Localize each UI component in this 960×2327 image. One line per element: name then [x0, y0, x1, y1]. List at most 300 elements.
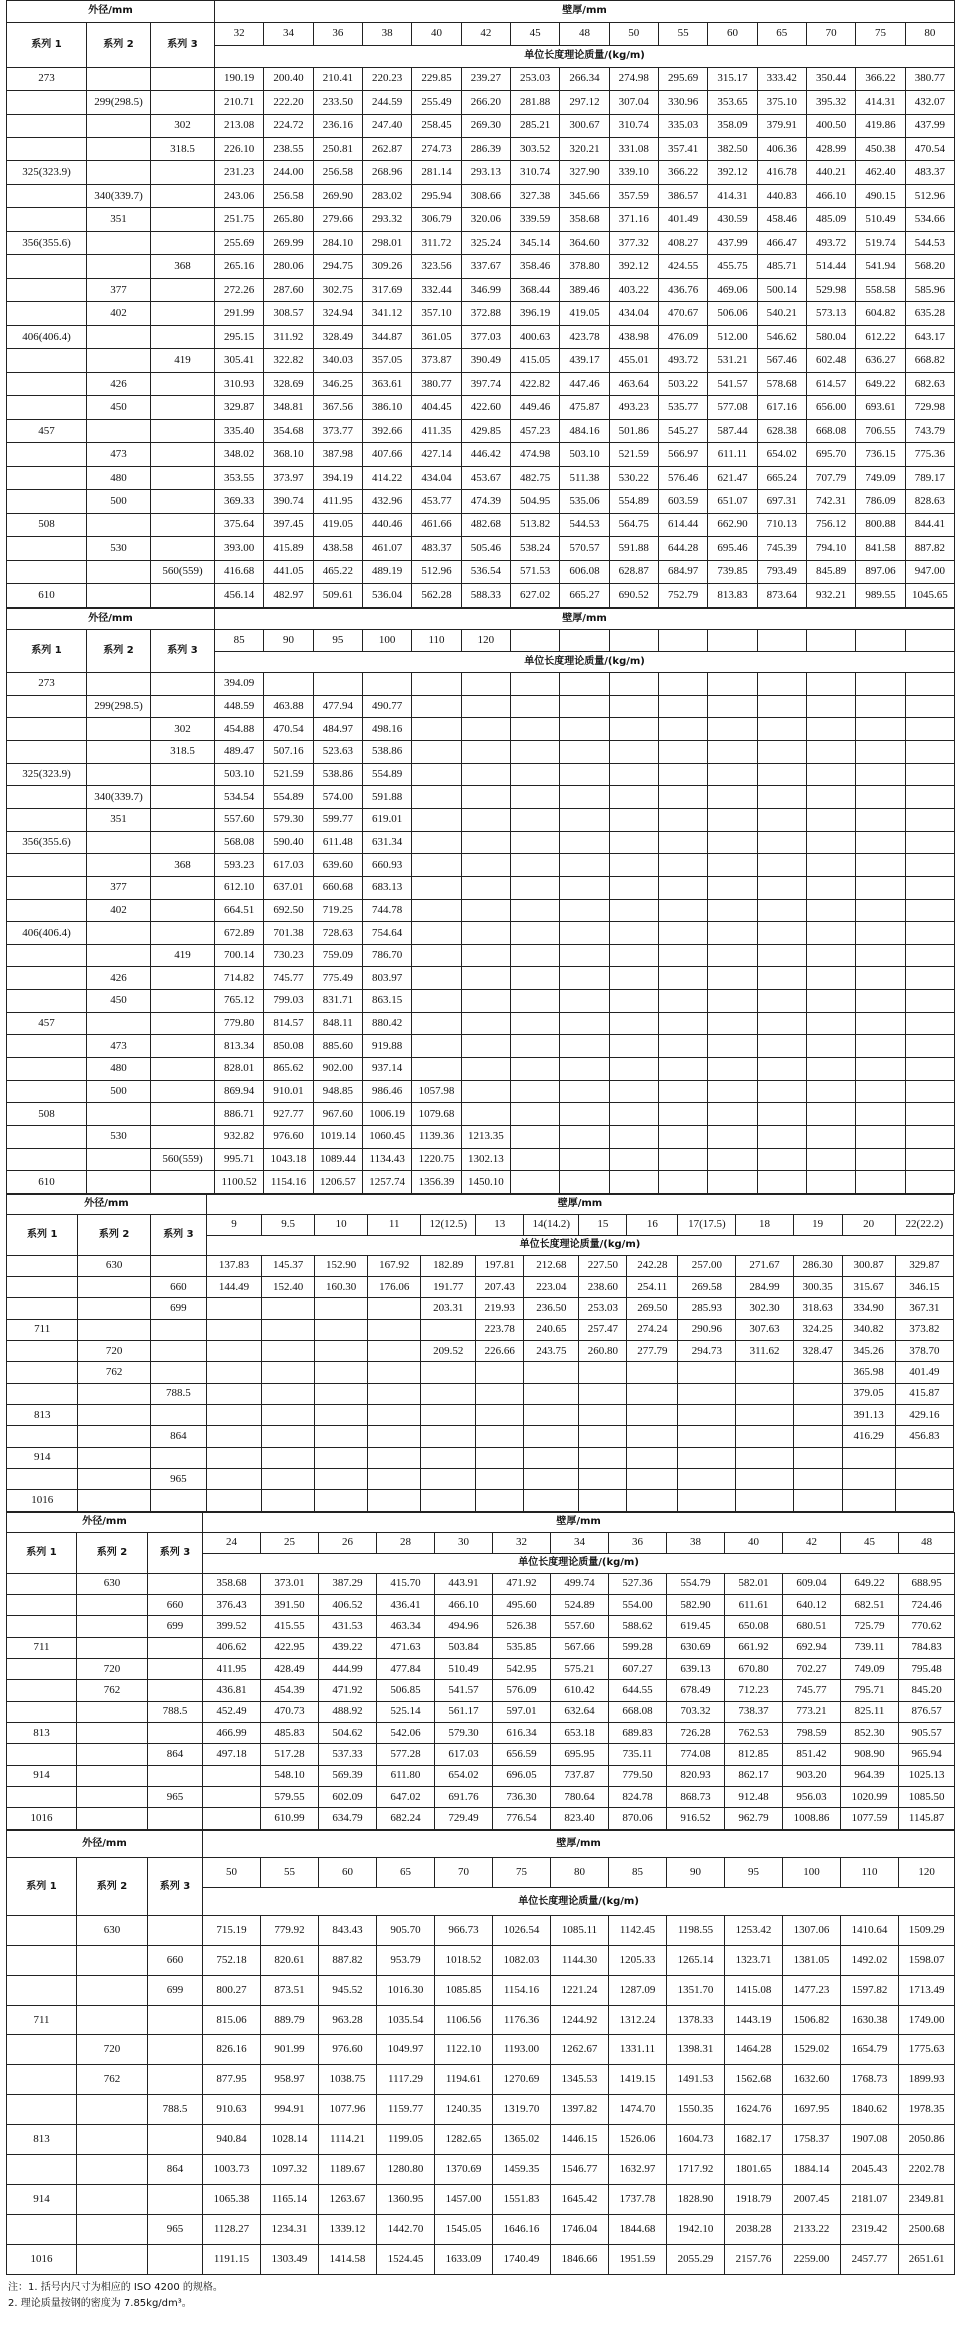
series-2-cell [77, 1945, 148, 1975]
mass-value-cell [627, 1405, 678, 1426]
series-3-cell [151, 325, 215, 348]
mass-value-cell: 401.49 [895, 1362, 953, 1383]
series-2-cell: 720 [78, 1340, 150, 1361]
mass-value-cell: 268.96 [363, 161, 412, 184]
mass-value-cell: 350.44 [806, 67, 855, 90]
mass-value-cell [658, 1058, 707, 1081]
mass-value-cell: 281.14 [412, 161, 461, 184]
mass-value-cell [757, 741, 806, 764]
mass-value-cell: 327.38 [510, 184, 559, 207]
wall-thickness-value: 70 [806, 22, 855, 45]
mass-value-cell [262, 1426, 315, 1447]
mass-value-cell: 1398.31 [667, 2035, 725, 2065]
mass-value-cell: 373.01 [261, 1573, 319, 1594]
mass-value-cell: 213.08 [215, 114, 264, 137]
mass-value-cell: 813.83 [708, 584, 757, 608]
unit-header: 单位长度理论质量/(kg/m) [206, 1235, 953, 1255]
mass-value-cell: 415.70 [377, 1573, 435, 1594]
series-2-cell: 473 [87, 443, 151, 466]
mass-value-cell [510, 786, 559, 809]
series-1-cell: 406(406.4) [7, 325, 87, 348]
series-2-cell [87, 325, 151, 348]
mass-value-cell [203, 1765, 261, 1786]
mass-value-cell: 260.80 [579, 1340, 627, 1361]
mass-value-cell: 334.90 [842, 1298, 895, 1319]
mass-value-cell [708, 1171, 757, 1194]
table-row [7, 763, 955, 786]
mass-value-cell [609, 1171, 658, 1194]
mass-value-cell: 238.60 [579, 1276, 627, 1297]
table-row [7, 1701, 955, 1722]
mass-value-cell: 463.88 [264, 695, 313, 718]
mass-value-cell: 302.30 [736, 1298, 793, 1319]
series-2-cell [87, 255, 151, 278]
mass-value-cell: 471.92 [493, 1573, 551, 1594]
series-2-cell [87, 584, 151, 608]
table-row [7, 1103, 955, 1126]
mass-value-cell: 1562.68 [725, 2065, 783, 2095]
mass-value-cell: 432.07 [905, 91, 954, 114]
mass-value-cell: 286.30 [793, 1255, 842, 1276]
mass-value-cell: 287.60 [264, 278, 313, 301]
series-2-cell: 473 [87, 1035, 151, 1058]
mass-value-cell: 357.10 [412, 302, 461, 325]
mass-value-cell: 1244.92 [551, 2005, 609, 2035]
mass-value-cell: 752.18 [203, 1945, 261, 1975]
mass-value-cell: 443.91 [435, 1573, 493, 1594]
wall-thickness-value: 42 [461, 22, 510, 45]
mass-value-cell [315, 1447, 368, 1468]
mass-value-cell: 690.52 [609, 584, 658, 608]
mass-value-cell: 567.66 [551, 1637, 609, 1658]
mass-value-cell: 1189.67 [319, 2155, 377, 2185]
wall-thickness-value: 13 [476, 1214, 524, 1235]
mass-value-cell: 524.89 [551, 1594, 609, 1615]
series-1-cell [7, 443, 87, 466]
mass-value-cell [560, 786, 609, 809]
mass-value-cell: 269.58 [678, 1276, 736, 1297]
table-row [7, 138, 955, 161]
table-row [7, 1658, 955, 1679]
series-1-cell [7, 537, 87, 560]
mass-value-cell: 703.32 [667, 1701, 725, 1722]
series-2-cell: 720 [77, 1658, 148, 1679]
header-row [7, 1, 955, 23]
wall-thickness-value: 55 [261, 1858, 319, 1888]
mass-value-cell [658, 786, 707, 809]
mass-value-cell: 684.97 [658, 560, 707, 583]
mass-value-cell: 300.87 [842, 1255, 895, 1276]
mass-value-cell: 224.72 [264, 114, 313, 137]
mass-value-cell: 885.60 [313, 1035, 362, 1058]
series-2-cell: 402 [87, 302, 151, 325]
mass-value-cell: 375.64 [215, 513, 264, 536]
mass-value-cell: 144.49 [206, 1276, 261, 1297]
mass-value-cell: 506.85 [377, 1680, 435, 1701]
mass-value-cell [262, 1362, 315, 1383]
mass-value-cell: 889.79 [261, 2005, 319, 2035]
mass-value-cell: 693.61 [856, 396, 905, 419]
mass-value-cell: 512.96 [905, 184, 954, 207]
mass-value-cell: 611.80 [377, 1765, 435, 1786]
mass-value-cell: 825.11 [841, 1701, 899, 1722]
mass-value-cell: 644.28 [658, 537, 707, 560]
table-row [7, 1255, 954, 1276]
mass-value-cell: 197.81 [476, 1255, 524, 1276]
mass-value-cell: 656.59 [493, 1744, 551, 1765]
mass-value-cell [510, 741, 559, 764]
mass-value-cell: 373.82 [895, 1319, 953, 1340]
series-2-cell [87, 114, 151, 137]
mass-value-cell: 453.67 [461, 466, 510, 489]
mass-value-cell: 568.08 [215, 831, 264, 854]
mass-value-cell: 396.19 [510, 302, 559, 325]
series-2-cell [77, 1787, 148, 1808]
mass-value-cell: 1526.06 [609, 2125, 667, 2155]
mass-value-cell: 611.48 [313, 831, 362, 854]
note-1: 注：1. 括号内尺寸为相应的 ISO 4200 的规格。 [8, 2282, 223, 2293]
mass-value-cell: 256.58 [264, 184, 313, 207]
series-3-cell: 419 [151, 944, 215, 967]
series-3-header: 系列 3 [148, 1858, 203, 1915]
wall-thickness-value: 34 [551, 1532, 609, 1553]
mass-value-cell: 243.06 [215, 184, 264, 207]
mass-value-cell: 505.46 [461, 537, 510, 560]
mass-value-cell [708, 1148, 757, 1171]
mass-value-cell: 701.38 [264, 922, 313, 945]
mass-value-cell [368, 1469, 421, 1490]
series-3-cell: 302 [151, 718, 215, 741]
series-2-cell: 500 [87, 1080, 151, 1103]
mass-value-cell: 695.70 [806, 443, 855, 466]
mass-value-cell: 465.22 [313, 560, 362, 583]
series-2-cell [87, 1012, 151, 1035]
mass-value-cell: 1491.53 [667, 2065, 725, 2095]
mass-value-cell: 1697.95 [783, 2095, 841, 2125]
series-1-cell: 325(323.9) [7, 763, 87, 786]
mass-value-cell: 294.73 [678, 1340, 736, 1361]
mass-value-cell: 160.30 [315, 1276, 368, 1297]
mass-value-cell: 497.18 [203, 1744, 261, 1765]
mass-value-cell: 870.06 [609, 1808, 667, 1830]
mass-value-cell: 729.98 [905, 396, 954, 419]
mass-value-cell: 416.68 [215, 560, 264, 583]
mass-value-cell [905, 1012, 954, 1035]
unit-header: 单位长度理论质量/(kg/m) [215, 46, 955, 68]
mass-value-cell: 1846.66 [551, 2244, 609, 2274]
mass-value-cell: 712.23 [725, 1680, 783, 1701]
series-1-cell [7, 1080, 87, 1103]
mass-value-cell: 295.94 [412, 184, 461, 207]
table-row [7, 1148, 955, 1171]
mass-value-cell [206, 1362, 261, 1383]
wall-thickness-value: 14(14.2) [524, 1214, 579, 1235]
mass-value-cell [793, 1447, 842, 1468]
mass-value-cell [757, 854, 806, 877]
mass-value-cell: 695.46 [708, 537, 757, 560]
mass-value-cell [609, 1148, 658, 1171]
mass-value-cell: 569.39 [319, 1765, 377, 1786]
mass-value-cell: 269.99 [264, 231, 313, 254]
mass-value-cell [806, 808, 855, 831]
mass-value-cell [363, 673, 412, 696]
mass-value-cell: 414.31 [708, 184, 757, 207]
mass-value-cell: 2202.78 [899, 2155, 955, 2185]
mass-value-cell: 300.67 [560, 114, 609, 137]
mass-value-cell: 466.10 [806, 184, 855, 207]
series-1-cell: 610 [7, 1171, 87, 1194]
mass-value-cell [421, 1362, 476, 1383]
mass-value-cell: 1097.32 [261, 2155, 319, 2185]
mass-value-cell: 908.90 [841, 1744, 899, 1765]
mass-value-cell: 932.21 [806, 584, 855, 608]
mass-value-cell: 302.75 [313, 278, 362, 301]
mass-value-cell: 378.80 [560, 255, 609, 278]
mass-value-cell [412, 786, 461, 809]
mass-value-cell: 513.82 [510, 513, 559, 536]
mass-value-cell [315, 1426, 368, 1447]
mass-value-cell: 474.39 [461, 490, 510, 513]
mass-value-cell [757, 1035, 806, 1058]
mass-value-cell: 358.68 [203, 1573, 261, 1594]
unit-header: 单位长度理论质量/(kg/m) [215, 652, 955, 673]
mass-value-cell: 345.14 [510, 231, 559, 254]
mass-value-cell [315, 1469, 368, 1490]
wall-thickness-value: 40 [412, 22, 461, 45]
mass-value-cell [560, 1035, 609, 1058]
mass-value-cell: 367.56 [313, 396, 362, 419]
mass-value-cell: 474.98 [510, 443, 559, 466]
mass-value-cell [905, 763, 954, 786]
series-3-header: 系列 3 [151, 22, 215, 67]
table-row [7, 2185, 955, 2215]
table-row [7, 1035, 955, 1058]
wall-thickness-value: 75 [493, 1858, 551, 1888]
mass-value-cell [461, 1080, 510, 1103]
mass-value-cell: 634.79 [319, 1808, 377, 1830]
mass-value-cell: 534.54 [215, 786, 264, 809]
mass-value-cell: 489.19 [363, 560, 412, 583]
mass-value-cell [560, 808, 609, 831]
mass-value-cell: 2050.86 [899, 2125, 955, 2155]
mass-value-cell [793, 1362, 842, 1383]
mass-value-cell [658, 967, 707, 990]
mass-value-cell: 428.49 [261, 1658, 319, 1679]
mass-value-cell: 375.10 [757, 91, 806, 114]
mass-value-cell: 324.94 [313, 302, 362, 325]
mass-value-cell: 372.88 [461, 302, 510, 325]
mass-value-cell: 770.62 [899, 1616, 955, 1637]
mass-value-cell: 546.62 [757, 325, 806, 348]
mass-value-cell: 774.08 [667, 1744, 725, 1765]
mass-value-cell: 995.71 [215, 1148, 264, 1171]
mass-value-cell: 427.14 [412, 443, 461, 466]
mass-value-cell: 280.06 [264, 255, 313, 278]
mass-value-cell: 602.48 [806, 349, 855, 372]
mass-value-cell [524, 1362, 579, 1383]
table-row [7, 1125, 955, 1148]
mass-value-cell: 436.81 [203, 1680, 261, 1701]
mass-value-cell: 394.19 [313, 466, 362, 489]
mass-value-cell: 579.55 [261, 1787, 319, 1808]
wall-thickness-value: 9.5 [262, 1214, 315, 1235]
mass-value-cell: 794.10 [806, 537, 855, 560]
mass-value-cell: 346.99 [461, 278, 510, 301]
wall-thickness-value: 60 [708, 22, 757, 45]
mass-value-cell: 643.17 [905, 325, 954, 348]
series-1-cell [7, 1787, 77, 1808]
mass-value-cell [806, 1148, 855, 1171]
series-3-cell [151, 91, 215, 114]
series-1-cell [7, 1148, 87, 1171]
mass-value-cell: 862.17 [725, 1765, 783, 1786]
mass-value-cell [806, 1171, 855, 1194]
mass-value-cell [736, 1383, 793, 1404]
mass-value-cell: 325.24 [461, 231, 510, 254]
mass-value-cell: 484.97 [313, 718, 362, 741]
mass-value-cell: 1443.19 [725, 2005, 783, 2035]
table-row [7, 1945, 955, 1975]
mass-value-cell: 1194.61 [435, 2065, 493, 2095]
mass-value-cell: 1213.35 [461, 1125, 510, 1148]
series-2-cell [77, 1808, 148, 1830]
mass-value-cell: 688.95 [899, 1573, 955, 1594]
mass-value-cell: 725.79 [841, 1616, 899, 1637]
mass-value-cell: 339.10 [609, 161, 658, 184]
mass-value-cell: 1450.10 [461, 1171, 510, 1194]
mass-value-cell: 630.69 [667, 1637, 725, 1658]
series-1-cell [7, 1945, 77, 1975]
wall-thickness-header: 壁厚/mm [206, 1195, 953, 1215]
series-2-cell: 377 [87, 278, 151, 301]
mass-value-cell [461, 922, 510, 945]
mass-value-cell: 512.96 [412, 560, 461, 583]
table-row [7, 2005, 955, 2035]
mass-value-cell [856, 741, 905, 764]
wall-thickness-value: 48 [560, 22, 609, 45]
mass-value-cell: 498.16 [363, 718, 412, 741]
table-row [7, 2095, 955, 2125]
mass-value-cell [609, 876, 658, 899]
mass-value-cell: 395.32 [806, 91, 855, 114]
mass-value-cell [806, 673, 855, 696]
mass-value-cell: 784.83 [899, 1637, 955, 1658]
mass-value-cell: 1356.39 [412, 1171, 461, 1194]
wall-thickness-value: 110 [841, 1858, 899, 1888]
series-2-cell [87, 138, 151, 161]
table-row [7, 114, 955, 137]
mass-value-cell: 300.35 [793, 1276, 842, 1297]
mass-value-cell: 297.12 [560, 91, 609, 114]
mass-value-cell: 813.34 [215, 1035, 264, 1058]
series-2-cell [87, 831, 151, 854]
mass-value-cell: 353.65 [708, 91, 757, 114]
wall-thickness-value: 95 [313, 629, 362, 652]
mass-value-cell: 454.39 [261, 1680, 319, 1701]
mass-value-cell: 2457.77 [841, 2244, 899, 2274]
notes [8, 2280, 948, 2312]
mass-value-cell: 1597.82 [841, 1975, 899, 2005]
mass-value-cell: 1159.77 [377, 2095, 435, 2125]
mass-value-cell: 438.58 [313, 537, 362, 560]
series-1-cell [7, 91, 87, 114]
wall-thickness-value [708, 629, 757, 652]
mass-value-cell: 291.99 [215, 302, 264, 325]
wall-thickness-value: 55 [658, 22, 707, 45]
mass-value-cell: 905.57 [899, 1723, 955, 1744]
mass-value-cell: 341.12 [363, 302, 412, 325]
mass-value-cell: 2055.29 [667, 2244, 725, 2274]
mass-value-cell: 554.79 [667, 1573, 725, 1594]
wall-thickness-value [905, 629, 954, 652]
mass-value-cell: 535.06 [560, 490, 609, 513]
mass-value-cell [658, 718, 707, 741]
mass-value-cell [708, 695, 757, 718]
mass-value-cell: 344.87 [363, 325, 412, 348]
series-3-cell [148, 1573, 203, 1594]
mass-value-cell: 222.20 [264, 91, 313, 114]
mass-value-cell: 1106.56 [435, 2005, 493, 2035]
mass-value-cell: 1085.11 [551, 1915, 609, 1945]
mass-value-cell: 391.13 [842, 1405, 895, 1426]
mass-value-cell: 167.92 [368, 1255, 421, 1276]
mass-value-cell: 243.75 [524, 1340, 579, 1361]
mass-value-cell: 729.49 [435, 1808, 493, 1830]
mass-value-cell: 317.69 [363, 278, 412, 301]
mass-value-cell: 1713.49 [899, 1975, 955, 2005]
mass-value-cell: 692.50 [264, 899, 313, 922]
mass-value-cell: 1414.58 [319, 2244, 377, 2274]
mass-value-cell: 779.80 [215, 1012, 264, 1035]
series-3-cell [151, 278, 215, 301]
mass-value-cell [560, 1125, 609, 1148]
mass-value-cell [560, 854, 609, 877]
mass-value-cell [905, 718, 954, 741]
mass-value-cell: 831.71 [313, 990, 362, 1013]
mass-value-cell: 511.38 [560, 466, 609, 489]
mass-value-cell [315, 1362, 368, 1383]
mass-value-cell: 364.60 [560, 231, 609, 254]
mass-value-cell: 672.89 [215, 922, 264, 945]
mass-value-cell: 419.05 [560, 302, 609, 325]
mass-value-cell: 272.26 [215, 278, 264, 301]
mass-value-cell [895, 1469, 953, 1490]
series-1-cell [7, 1594, 77, 1615]
mass-value-cell: 394.09 [215, 673, 264, 696]
mass-value-cell [627, 1469, 678, 1490]
series-3-cell: 318.5 [151, 741, 215, 764]
mass-value-cell: 617.03 [264, 854, 313, 877]
mass-value-cell: 1746.04 [551, 2215, 609, 2245]
mass-value-cell [708, 899, 757, 922]
mass-value-cell [806, 967, 855, 990]
mass-value-cell: 647.02 [377, 1787, 435, 1808]
mass-value-cell [793, 1426, 842, 1447]
mass-value-cell: 244.00 [264, 161, 313, 184]
header-row [7, 609, 955, 630]
mass-value-cell [609, 1058, 658, 1081]
mass-value-cell: 238.55 [264, 138, 313, 161]
mass-value-cell: 255.49 [412, 91, 461, 114]
mass-value-cell: 466.99 [203, 1723, 261, 1744]
series-3-cell: 965 [148, 1787, 203, 1808]
series-3-cell: 368 [151, 854, 215, 877]
mass-value-cell [560, 922, 609, 945]
mass-value-cell: 610.42 [551, 1680, 609, 1701]
mass-value-cell [560, 1012, 609, 1035]
table-row [7, 2035, 955, 2065]
mass-value-cell: 503.10 [215, 763, 264, 786]
